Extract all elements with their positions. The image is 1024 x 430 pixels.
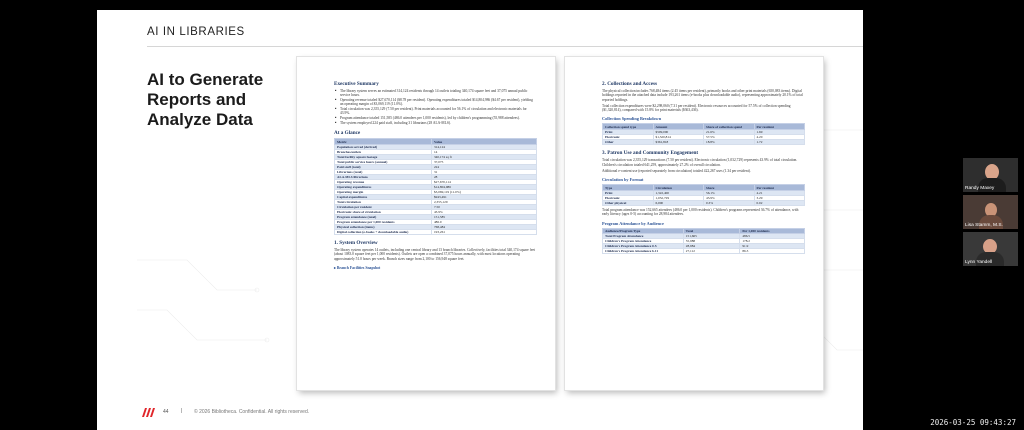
section-label: AI IN LIBRARIES bbox=[147, 26, 245, 38]
table-row bbox=[335, 230, 537, 235]
table-cell: 1,322,400 bbox=[653, 190, 704, 195]
table-cell: Program attendance (total) bbox=[335, 215, 432, 220]
collection-spending-heading: Collection Spending Breakdown bbox=[602, 116, 662, 122]
circulation-by-format-table bbox=[602, 184, 805, 206]
table-cell: 1.72 bbox=[754, 140, 805, 145]
table-cell: 224 bbox=[431, 165, 536, 170]
table-row bbox=[603, 140, 805, 145]
table-cell: 28 bbox=[431, 175, 536, 180]
table-cell: Operating revenue bbox=[335, 180, 432, 185]
e-content-text: Additional e-content use (reported separately from circulation) totaled 422,267 uses (1.34 per resident). bbox=[602, 168, 751, 173]
table-cell: 56.1% bbox=[704, 190, 755, 195]
summary-bullet: ■ The system employed 224 paid staff, including 31 librarians (28 ALA-MLS). bbox=[334, 121, 537, 125]
table-cell: Librarians (total) bbox=[335, 170, 432, 175]
table-cell: Operating margin bbox=[335, 190, 432, 195]
table-cell: 21.6% bbox=[704, 130, 755, 135]
branch-facilities-snapshot-link[interactable] bbox=[334, 265, 537, 270]
table-cell: Electronic bbox=[603, 195, 654, 200]
table-cell: 486.0 bbox=[431, 220, 536, 225]
table-cell: Total circulation bbox=[335, 200, 432, 205]
footer-copyright: © 2026 Bibliotheca. Confidential. All rights reserved. bbox=[194, 409, 310, 415]
table-cell: Total public service hours (annual) bbox=[335, 160, 432, 165]
table-cell: 43.9% bbox=[431, 210, 536, 215]
at-a-glance-table bbox=[334, 138, 537, 235]
summary-bullet: ■ The library system serves an estimated 314,124 residents through 14 outlets totaling 340,174 square feet and 37,075 annual public service hours. bbox=[334, 89, 537, 98]
slide-number: 44 bbox=[163, 409, 169, 415]
table-cell: Children's Program Attendance 0-5 bbox=[603, 244, 684, 249]
table-cell: 4.20 bbox=[754, 135, 805, 140]
table-header: Per resident bbox=[754, 185, 805, 191]
snapshot-link-label: Branch Facilities Snapshot bbox=[336, 266, 381, 271]
table-cell: $1,320,814 bbox=[653, 135, 704, 140]
title-line: AI to Generate bbox=[147, 70, 264, 89]
table-cell: Digital collection (e-books + downloadable audio) bbox=[335, 230, 432, 235]
table-cell: 178.2 bbox=[740, 239, 805, 244]
summary-bullet: ■ Total circulation was 2,355,129 (7.50 per resident). Print materials accounted for 56.1% of circulation and electronic materials for 43.9%. bbox=[334, 107, 537, 116]
table-cell: Children's Program Attendance 6-11 bbox=[603, 249, 684, 254]
collections-spending-text: Total collection expenditures were $2,298,060 (7.31 per resident). Electronic resources accounted for 57.5% of collection spending ($1,320,814), compared with 15.8% for print materials ($363,436). bbox=[602, 103, 791, 113]
table-cell: 0.02 bbox=[754, 200, 805, 205]
presentation-slide bbox=[97, 10, 863, 430]
table-cell: Circulation per resident bbox=[335, 205, 432, 210]
table-cell: $509,000 bbox=[653, 130, 704, 135]
table-cell: Total facility square footage bbox=[335, 155, 432, 160]
table-header: Per 1,000 residents bbox=[740, 228, 805, 234]
system-overview-text: The library system operates 14 outlets, including one central library and 13 branch libraries. Collectively, facilities total 340,174 square feet (about 1083.0 square feet per 1,000 residents). Outlets are open a combined 37,075 hours annually, with most locations operating approximately 51.0 hours per week. Branch sizes range from 2,100 to 156,948 square feet. bbox=[334, 248, 536, 261]
table-cell: 91.9 bbox=[740, 244, 805, 249]
table-cell: $14,804,986 bbox=[431, 185, 536, 190]
report-page-1 bbox=[297, 57, 555, 390]
table-cell: Print bbox=[603, 130, 654, 135]
participant-video-tile[interactable] bbox=[963, 232, 1018, 266]
table-cell: Branches/outlets bbox=[335, 150, 432, 155]
table-header: Value bbox=[431, 139, 536, 145]
table-cell: 18.8% bbox=[704, 140, 755, 145]
at-a-glance-heading: At a Glance bbox=[334, 130, 361, 137]
table-cell: Operating expenditures bbox=[335, 185, 432, 190]
table-cell: 151,665 bbox=[683, 234, 740, 239]
table-header: Collection spend type bbox=[603, 124, 654, 130]
table-cell: 86.3 bbox=[740, 249, 805, 254]
table-cell: 28,984 bbox=[683, 244, 740, 249]
report-page-2 bbox=[565, 57, 823, 390]
table-header: Per resident bbox=[754, 124, 805, 130]
collections-text: The physical collection includes 768,484 items (2.45 items per resident), primarily books and other print materials (650,083 items). Digital holdings reported in the attached data include 193,261 items (e-books plus downloadable audio), representing approximately 20.1% of total reported holdings. bbox=[602, 89, 803, 102]
table-cell: 57.5% bbox=[704, 135, 755, 140]
table-header: Audience/Program Type bbox=[603, 228, 684, 234]
program-attendance-table bbox=[602, 228, 805, 255]
table-cell: 0.3% bbox=[704, 200, 755, 205]
table-cell: 55,988 bbox=[683, 239, 740, 244]
title-line: Analyze Data bbox=[147, 110, 253, 129]
table-cell: 37,075 bbox=[431, 160, 536, 165]
table-row bbox=[603, 249, 805, 254]
circulation-by-format-heading: Circulation by Format bbox=[602, 177, 644, 183]
table-cell: Capital expenditures bbox=[335, 195, 432, 200]
recording-timestamp: 2026-03-25 09:43:27 bbox=[930, 418, 1016, 427]
table-cell: 340,174 sq ft bbox=[431, 155, 536, 160]
participant-video-tile[interactable] bbox=[963, 158, 1018, 192]
table-cell: 43.9% bbox=[704, 195, 755, 200]
table-header: Metric bbox=[335, 139, 432, 145]
table-cell: Children's Program Attendance bbox=[603, 239, 684, 244]
table-cell: 6,000 bbox=[653, 200, 704, 205]
table-cell: 151,585 bbox=[431, 215, 536, 220]
table-cell: Other bbox=[603, 140, 654, 145]
table-cell: 193,261 bbox=[431, 230, 536, 235]
table-row bbox=[603, 200, 805, 205]
table-cell: Paid staff (total) bbox=[335, 165, 432, 170]
table-cell: 314,124 bbox=[431, 145, 536, 150]
table-header: Type bbox=[603, 185, 654, 191]
table-cell: 1.69 bbox=[754, 130, 805, 135]
table-cell: 2,355,129 bbox=[431, 200, 536, 205]
summary-bullets bbox=[334, 89, 537, 125]
table-header: Share bbox=[704, 185, 755, 191]
header-divider bbox=[147, 46, 863, 47]
table-cell: Program attendance per 1,000 residents bbox=[335, 220, 432, 225]
table-header: Circulation bbox=[653, 185, 704, 191]
table-header: Total bbox=[683, 228, 740, 234]
table-header: Share of collection spend bbox=[704, 124, 755, 130]
table-cell: 1,032,729 bbox=[653, 195, 704, 200]
system-overview-heading: 1. System Overview bbox=[334, 240, 378, 247]
table-cell: $361,818 bbox=[653, 140, 704, 145]
participant-name: Lisa Stamm, M.S. bbox=[965, 223, 1003, 228]
table-cell: 31 bbox=[431, 170, 536, 175]
disclosure-triangle-icon: ▸ bbox=[334, 266, 336, 271]
table-cell: 7.50 bbox=[431, 205, 536, 210]
summary-bullet: ■ Program attendance totaled 151,585 (486.0 attendees per 1,000 residents), led by children's programming (55,988 attendees). bbox=[334, 116, 537, 120]
table-cell: $943,491 bbox=[431, 195, 536, 200]
table-cell: Print bbox=[603, 190, 654, 195]
table-header: Amount bbox=[653, 124, 704, 130]
table-cell: Electronic share of circulation bbox=[335, 210, 432, 215]
table-cell: $27,670,114 bbox=[431, 180, 536, 185]
participant-name: Lynn Yandell bbox=[965, 260, 993, 265]
table-cell: 3.29 bbox=[754, 195, 805, 200]
table-cell: 486.5 bbox=[740, 234, 805, 239]
table-cell: $3,069,119 (11.0%) bbox=[431, 190, 536, 195]
table-cell: 14 bbox=[431, 150, 536, 155]
slide-title bbox=[147, 70, 317, 130]
summary-bullet: ■ Operating revenue totaled $27,670,114 ($8.78 per resident). Operating expenditures totaled $14,804,986 ($4.67 per resident), yielding an operating margin of $3,069,119 (11.0%). bbox=[334, 98, 537, 107]
table-cell: Population served (derived) bbox=[335, 145, 432, 150]
patron-use-text: Total circulation was 2,355,129 transactions (7.50 per resident). Electronic circulation (1,032,729) represents 43.9% of total circulation. Children's circulation totaled 641,259, approximately 27.2% of overall circulation. bbox=[602, 158, 798, 167]
participant-name: Randy Maxey bbox=[965, 186, 995, 191]
table-cell: Electronic bbox=[603, 135, 654, 140]
patron-use-heading: 3. Patron Use and Community Engagement bbox=[602, 150, 699, 157]
collections-heading: 2. Collections and Access bbox=[602, 81, 658, 87]
table-cell: Other physical bbox=[603, 200, 654, 205]
collection-spending-table bbox=[602, 123, 805, 145]
table-cell: ALA-MLS librarians bbox=[335, 175, 432, 180]
table-cell: 4.21 bbox=[754, 190, 805, 195]
table-cell: Physical collection (items) bbox=[335, 225, 432, 230]
footer-separator: | bbox=[181, 408, 183, 414]
program-attendance-text: Total program attendance was 152,665 attendees (486.0 per 1,000 residents). Children's programs represented 36.7% of attendance, with early literacy (ages 0-5) accounting for 28,984 attendees. bbox=[602, 207, 799, 217]
bibliotheca-logo-icon bbox=[141, 406, 155, 418]
program-attendance-heading: Program Attendance by Audience bbox=[602, 220, 664, 226]
participant-video-tile[interactable] bbox=[963, 195, 1018, 229]
table-cell: 768,484 bbox=[431, 225, 536, 230]
executive-summary-heading: Executive Summary bbox=[334, 81, 379, 87]
table-cell: 27,112 bbox=[683, 249, 740, 254]
table-cell: Total Program Attendance bbox=[603, 234, 684, 239]
title-line: Reports and bbox=[147, 90, 247, 109]
